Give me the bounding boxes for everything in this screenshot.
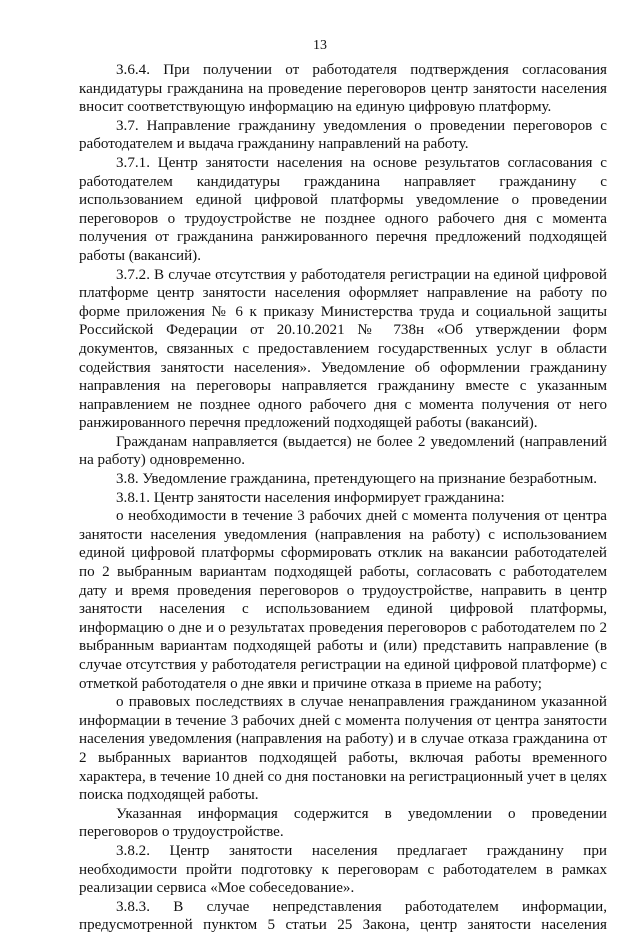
paragraph-3-8-1: 3.8.1. Центр занятости населения информирует гражданина: — [116, 489, 505, 506]
document-body — [79, 61, 607, 935]
paragraph-information-note: Указанная информация содержится в уведомлении о проведении переговоров о трудоустройстве. — [79, 805, 607, 841]
paragraph-3-8-3: 3.8.3. В случае непредставления работодателем информации, предусмотренной пунктом 5 статьи 25 Закона, центр занятости населения — [79, 898, 607, 934]
paragraph-3-7-2: 3.7.2. В случае отсутствия у работодателя регистрации на единой цифровой платформе центр занятости населения оформляет направление на работу по форме приложения № 6 к приказу Министерства труда и социальной защиты Российской Федерации от 20.10.2021 № 738н «Об утверждении форм документов, связанных с предоставлением государственных услуг в области содействия занятости населения». Уведомление об оформлении гражданину направления на переговоры направляется гражданину вместе с указанным направлением не позднее одного рабочего дня с момента получения от него ранжированного перечня предложений подходящей работы (вакансий). — [79, 266, 607, 432]
paragraph-notification-limit: Гражданам направляется (выдается) не более 2 уведомлений (направлений на работу) одновременно. — [79, 433, 607, 469]
paragraph-3-6-4: 3.6.4. При получении от работодателя подтверждения согласования кандидатуры гражданина на проведение переговоров центр занятости населения вносит соответствующую информацию на единую цифровую платформу. — [79, 62, 607, 116]
paragraph-3-8: 3.8. Уведомление гражданина, претендующего на признание безработным. — [116, 471, 598, 488]
paragraph-3-7: 3.7. Направление гражданину уведомления о проведении переговоров с работодателем и выдача гражданину направлений на работу. — [79, 117, 607, 153]
paragraph-legal-consequences-item: о правовых последствиях в случае ненаправления гражданином указанной информации в течение 3 рабочих дней с момента получения от центра занятости населения уведомления (направления на работу) и в случае отказа гражданина от 2 выбранных вариантов подходящей работы, включая работы временного характера, в течение 10 дней со дня постановки на регистрационный учет в целях поиска подходящей работы. — [79, 694, 607, 804]
paragraph-3-8-2: 3.8.2. Центр занятости населения предлагает гражданину при необходимости пройти подготовку к переговорам с работодателем в рамках реализации сервиса «Мое собеседование». — [79, 842, 607, 897]
paragraph-obligation-item: о необходимости в течение 3 рабочих дней с момента получения от центра занятости населения уведомления (направления на работу) с использованием единой цифровой платформы сформировать отклик на вакансии работодателей по 2 выбранным вариантам подходящей работы, согласовать с работодателем дату и время проведения переговоров о трудоустройстве, направить в центр занятости населения с использованием единой цифровой платформы, информацию о дне и о результатах проведения переговоров с работодателем по 2 выбранным вариантам подходящей работы и (или) представить направление (в случае отсутствия у работодателя регистрации на единой цифровой платформе) с отметкой работодателя о дне явки и причине отказа в приеме на работу; — [79, 508, 607, 692]
page-number: 13 — [313, 38, 327, 53]
paragraph-3-7-1: 3.7.1. Центр занятости населения на основе результатов согласования с работодателем кандидатуры гражданина направляет гражданину с использованием единой цифровой платформы уведомление о проведении переговоров о трудоустройстве не позднее одного рабочего дня с момента получения от гражданина ранжированного перечня предложений подходящей работы (вакансий). — [79, 154, 607, 264]
